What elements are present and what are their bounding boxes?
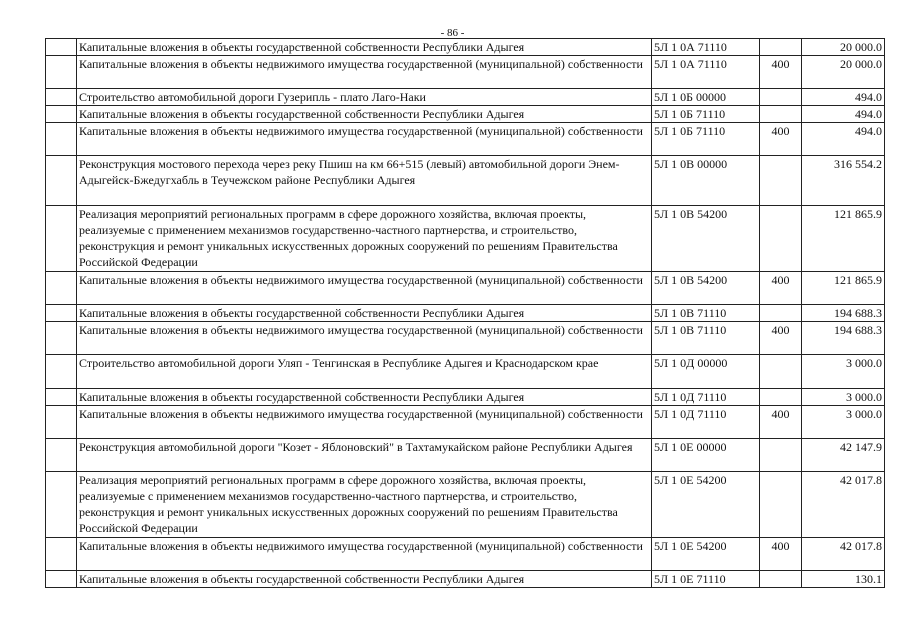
expense-type-code <box>760 305 802 322</box>
amount: 20 000.0 <box>802 39 885 56</box>
expense-name: Капитальные вложения в объекты недвижимого имущества государственной (муниципальной) собственности <box>77 123 652 156</box>
target-article-code: 5Л 1 0В 54200 <box>652 206 760 272</box>
row-blank-cell <box>46 272 77 305</box>
target-article-code: 5Л 1 0Е 00000 <box>652 439 760 472</box>
budget-table-body <box>46 39 885 588</box>
table-row <box>46 106 885 123</box>
expense-name: Капитальные вложения в объекты недвижимого имущества государственной (муниципальной) собственности <box>77 322 652 355</box>
row-blank-cell <box>46 206 77 272</box>
table-row <box>46 206 885 272</box>
table-row <box>46 305 885 322</box>
amount: 316 554.2 <box>802 156 885 206</box>
expense-name: Реконструкция мостового перехода через реку Пшиш на км 66+515 (левый) автомобильной дороги Энем-Адыгейск-Бжедугхабль в Теучежском районе Республики Адыгея <box>77 156 652 206</box>
expense-type-code <box>760 439 802 472</box>
expense-name: Реконструкция автомобильной дороги "Козет - Яблоновский" в Тахтамукайском районе Республики Адыгея <box>77 439 652 472</box>
target-article-code: 5Л 1 0А 71110 <box>652 39 760 56</box>
amount: 20 000.0 <box>802 56 885 89</box>
expense-name: Капитальные вложения в объекты государственной собственности Республики Адыгея <box>77 39 652 56</box>
expense-type-code <box>760 206 802 272</box>
table-row <box>46 538 885 571</box>
table-row <box>46 439 885 472</box>
row-blank-cell <box>46 89 77 106</box>
expense-name: Капитальные вложения в объекты государственной собственности Республики Адыгея <box>77 389 652 406</box>
budget-table <box>45 38 885 588</box>
expense-name: Строительство автомобильной дороги Гузерипль - плато Лаго-Наки <box>77 89 652 106</box>
amount: 194 688.3 <box>802 305 885 322</box>
amount: 3 000.0 <box>802 355 885 389</box>
amount: 42 147.9 <box>802 439 885 472</box>
expense-name: Капитальные вложения в объекты недвижимого имущества государственной (муниципальной) собственности <box>77 272 652 305</box>
expense-name: Капитальные вложения в объекты государственной собственности Республики Адыгея <box>77 106 652 123</box>
row-blank-cell <box>46 571 77 588</box>
target-article-code: 5Л 1 0А 71110 <box>652 56 760 89</box>
expense-type-code: 400 <box>760 123 802 156</box>
table-row <box>46 56 885 89</box>
target-article-code: 5Л 1 0Д 71110 <box>652 406 760 439</box>
expense-name: Капитальные вложения в объекты государственной собственности Республики Адыгея <box>77 571 652 588</box>
target-article-code: 5Л 1 0Д 00000 <box>652 355 760 389</box>
expense-type-code <box>760 39 802 56</box>
expense-name: Капитальные вложения в объекты недвижимого имущества государственной (муниципальной) собственности <box>77 406 652 439</box>
amount: 121 865.9 <box>802 272 885 305</box>
table-row <box>46 355 885 389</box>
target-article-code: 5Л 1 0Б 71110 <box>652 123 760 156</box>
row-blank-cell <box>46 439 77 472</box>
row-blank-cell <box>46 538 77 571</box>
table-row <box>46 571 885 588</box>
table-row <box>46 272 885 305</box>
amount: 494.0 <box>802 123 885 156</box>
target-article-code: 5Л 1 0В 71110 <box>652 322 760 355</box>
table-row <box>46 389 885 406</box>
target-article-code: 5Л 1 0Е 71110 <box>652 571 760 588</box>
page-number: - 86 - <box>440 27 465 39</box>
expense-type-code <box>760 571 802 588</box>
expense-name: Капитальные вложения в объекты недвижимого имущества государственной (муниципальной) собственности <box>77 56 652 89</box>
expense-type-code: 400 <box>760 538 802 571</box>
amount: 121 865.9 <box>802 206 885 272</box>
expense-type-code <box>760 472 802 538</box>
amount: 494.0 <box>802 89 885 106</box>
target-article-code: 5Л 1 0Д 71110 <box>652 389 760 406</box>
expense-type-code <box>760 355 802 389</box>
amount: 42 017.8 <box>802 472 885 538</box>
amount: 494.0 <box>802 106 885 123</box>
row-blank-cell <box>46 156 77 206</box>
amount: 3 000.0 <box>802 406 885 439</box>
expense-name: Реализация мероприятий региональных программ в сфере дорожного хозяйства, включая проекты, реализуемые с применением механизмов государственно-частного партнерства, и строительство, реконструкция и ремонт уникальных искусственных дорожных сооружений по решениям Правительства Российской Федерации <box>77 472 652 538</box>
target-article-code: 5Л 1 0Б 00000 <box>652 89 760 106</box>
amount: 194 688.3 <box>802 322 885 355</box>
row-blank-cell <box>46 406 77 439</box>
target-article-code: 5Л 1 0Е 54200 <box>652 538 760 571</box>
target-article-code: 5Л 1 0В 71110 <box>652 305 760 322</box>
target-article-code: 5Л 1 0В 00000 <box>652 156 760 206</box>
row-blank-cell <box>46 322 77 355</box>
expense-type-code <box>760 156 802 206</box>
expense-type-code: 400 <box>760 272 802 305</box>
table-row <box>46 406 885 439</box>
table-row <box>46 472 885 538</box>
row-blank-cell <box>46 39 77 56</box>
row-blank-cell <box>46 123 77 156</box>
table-row <box>46 39 885 56</box>
row-blank-cell <box>46 56 77 89</box>
expense-type-code: 400 <box>760 322 802 355</box>
row-blank-cell <box>46 389 77 406</box>
expense-name: Реализация мероприятий региональных программ в сфере дорожного хозяйства, включая проекты, реализуемые с применением механизмов государственно-частного партнерства, и строительство, реконструкция и ремонт уникальных искусственных дорожных сооружений по решениям Правительства Российской Федерации <box>77 206 652 272</box>
expense-type-code: 400 <box>760 56 802 89</box>
row-blank-cell <box>46 106 77 123</box>
amount: 3 000.0 <box>802 389 885 406</box>
expense-name: Капитальные вложения в объекты недвижимого имущества государственной (муниципальной) собственности <box>77 538 652 571</box>
amount: 42 017.8 <box>802 538 885 571</box>
amount: 130.1 <box>802 571 885 588</box>
expense-type-code <box>760 106 802 123</box>
table-row <box>46 89 885 106</box>
row-blank-cell <box>46 472 77 538</box>
expense-type-code <box>760 389 802 406</box>
table-row <box>46 156 885 206</box>
table-row <box>46 123 885 156</box>
target-article-code: 5Л 1 0Е 54200 <box>652 472 760 538</box>
expense-name: Капитальные вложения в объекты государственной собственности Республики Адыгея <box>77 305 652 322</box>
target-article-code: 5Л 1 0В 54200 <box>652 272 760 305</box>
expense-name: Строительство автомобильной дороги Уляп - Тенгинская в Республике Адыгея и Краснодарском крае <box>77 355 652 389</box>
table-row <box>46 322 885 355</box>
target-article-code: 5Л 1 0Б 71110 <box>652 106 760 123</box>
expense-type-code <box>760 89 802 106</box>
row-blank-cell <box>46 305 77 322</box>
expense-type-code: 400 <box>760 406 802 439</box>
row-blank-cell <box>46 355 77 389</box>
